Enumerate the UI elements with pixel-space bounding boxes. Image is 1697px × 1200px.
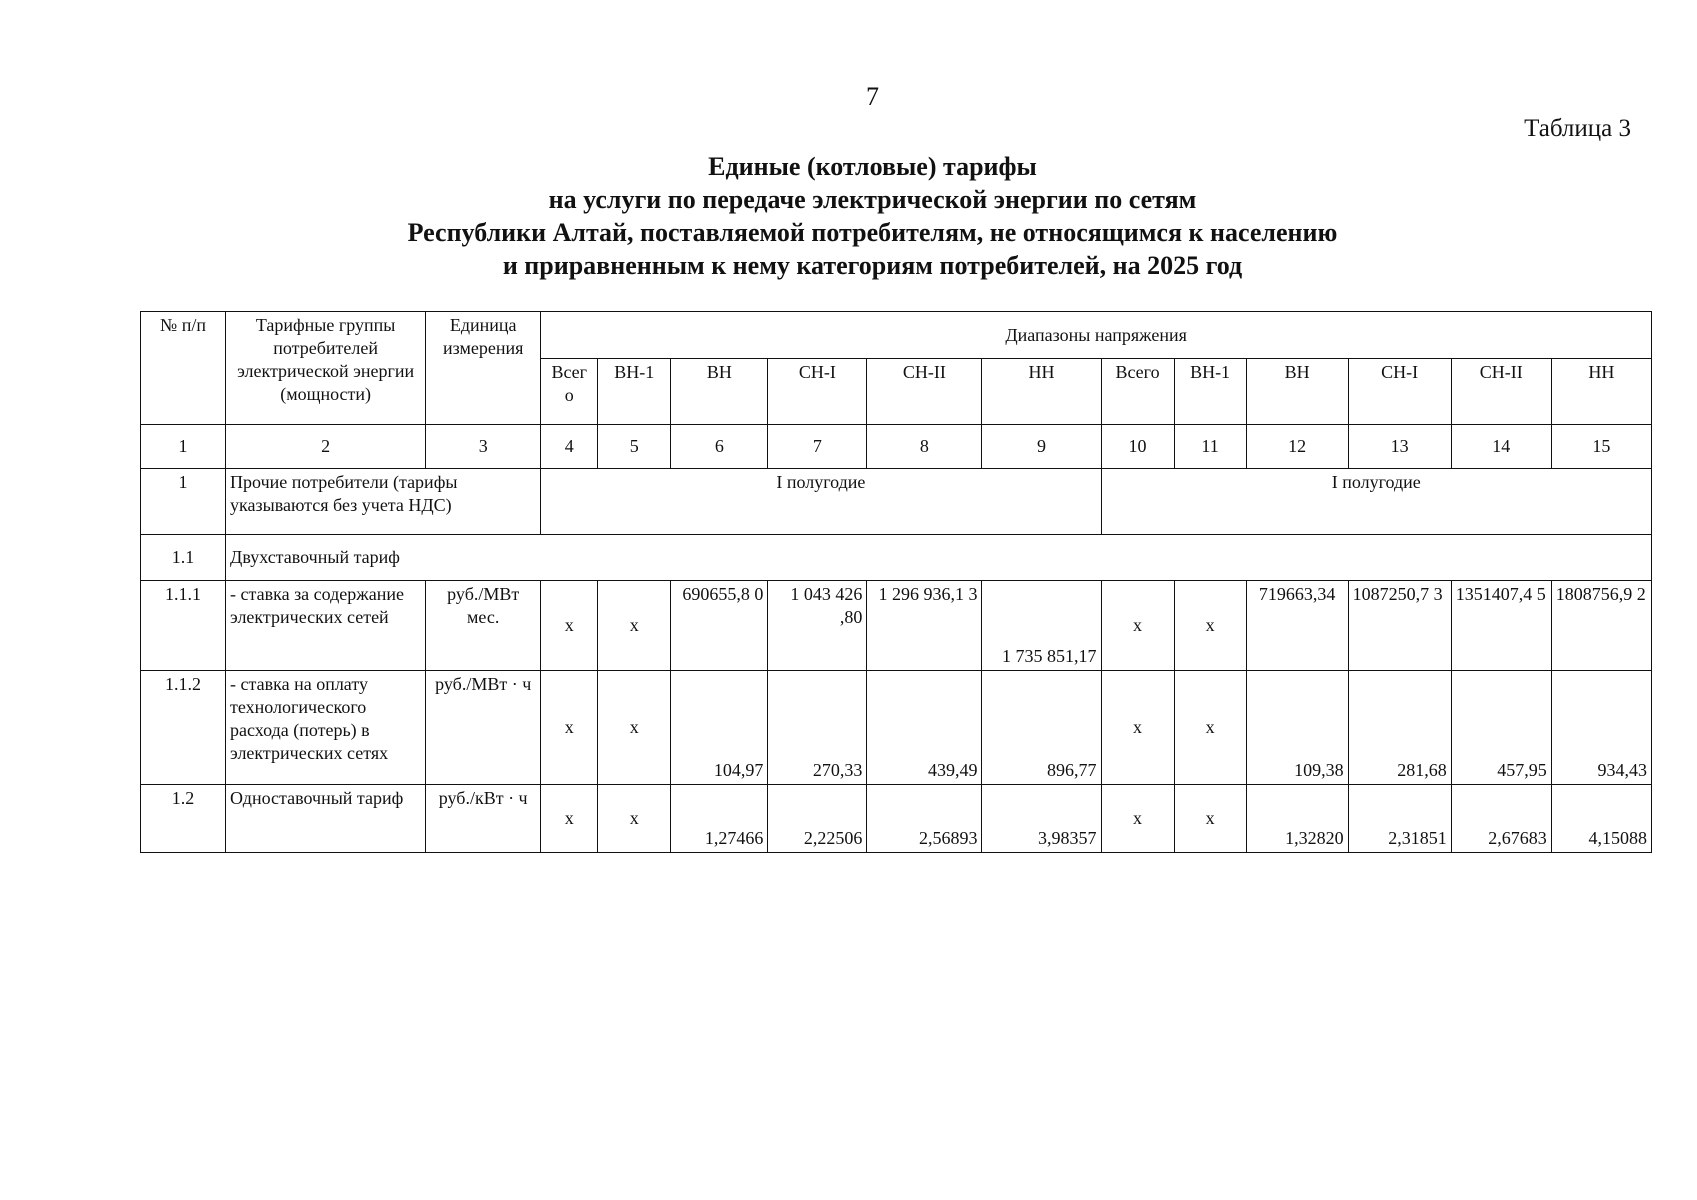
header-sub-cell: СН-II bbox=[1451, 359, 1551, 425]
row-name: Прочие потребители (тарифы указываются без учета НДС) bbox=[226, 469, 541, 535]
row-unit: руб./кВт · ч bbox=[426, 785, 541, 853]
value-cell: 719663,34 bbox=[1246, 581, 1348, 671]
column-number: 15 bbox=[1551, 425, 1651, 469]
value-cell: 2,67683 bbox=[1451, 785, 1551, 853]
value-cell: 1351407,4 5 bbox=[1451, 581, 1551, 671]
value-cell: 2,56893 bbox=[867, 785, 982, 853]
value-cell: х bbox=[1101, 671, 1174, 785]
half-year-label: I полугодие bbox=[1101, 469, 1651, 535]
value-cell: х bbox=[598, 785, 671, 853]
column-number: 5 bbox=[598, 425, 671, 469]
value-cell: 934,43 bbox=[1551, 671, 1651, 785]
column-number: 10 bbox=[1101, 425, 1174, 469]
value-cell: х bbox=[598, 671, 671, 785]
header-num: № п/п bbox=[141, 312, 226, 425]
row-name: - ставка на оплату технологического расхода (потерь) в электрических сетях bbox=[226, 671, 426, 785]
value-cell: х bbox=[1174, 671, 1246, 785]
column-number: 7 bbox=[768, 425, 867, 469]
header-sub-cell: НН bbox=[1551, 359, 1651, 425]
value-cell: 2,31851 bbox=[1348, 785, 1451, 853]
column-number: 11 bbox=[1174, 425, 1246, 469]
row-number: 1.1.1 bbox=[141, 581, 226, 671]
column-number: 4 bbox=[541, 425, 598, 469]
header-row bbox=[141, 312, 1652, 359]
header-sub-cell: ВН bbox=[671, 359, 768, 425]
title-line: и приравненным к нему категориям потребителей, на 2025 год bbox=[502, 251, 1243, 280]
header-sub-cell: ВН bbox=[1246, 359, 1348, 425]
value-cell: 104,97 bbox=[671, 671, 768, 785]
column-number: 8 bbox=[867, 425, 982, 469]
title-line: Республики Алтай, поставляемой потребителям, не относящимся к населению bbox=[407, 218, 1338, 247]
table-row bbox=[141, 535, 1652, 581]
column-number: 12 bbox=[1246, 425, 1348, 469]
value-cell: 1808756,9 2 bbox=[1551, 581, 1651, 671]
title-line: на услуги по передаче электрической энергии по сетям bbox=[548, 185, 1197, 214]
value-cell: 1 735 851,17 bbox=[982, 581, 1101, 671]
value-cell: х bbox=[1101, 785, 1174, 853]
value-cell: х bbox=[1174, 581, 1246, 671]
value-cell: х bbox=[541, 671, 598, 785]
document-title bbox=[0, 150, 1697, 282]
header-unit: Единица измерения bbox=[426, 312, 541, 425]
row-unit: руб./МВт · ч bbox=[426, 671, 541, 785]
value-cell: х bbox=[541, 785, 598, 853]
table-row bbox=[141, 785, 1652, 853]
row-number: 1.1 bbox=[141, 535, 226, 581]
tariff-table bbox=[140, 311, 1652, 853]
table-row bbox=[141, 581, 1652, 671]
column-number: 6 bbox=[671, 425, 768, 469]
value-cell: 896,77 bbox=[982, 671, 1101, 785]
column-number: 3 bbox=[426, 425, 541, 469]
row-name: Одноставочный тариф bbox=[226, 785, 426, 853]
value-cell: х bbox=[1174, 785, 1246, 853]
header-groups: Тарифные группы потребителей электрической энергии (мощности) bbox=[226, 312, 426, 425]
row-unit: руб./МВт мес. bbox=[426, 581, 541, 671]
column-number: 14 bbox=[1451, 425, 1551, 469]
header-sub-cell: Всег о bbox=[541, 359, 598, 425]
table-row bbox=[141, 469, 1652, 535]
value-cell: 1,32820 bbox=[1246, 785, 1348, 853]
column-number: 1 bbox=[141, 425, 226, 469]
value-cell: 439,49 bbox=[867, 671, 982, 785]
value-cell: 270,33 bbox=[768, 671, 867, 785]
header-sub-cell: ВН-1 bbox=[1174, 359, 1246, 425]
header-sub-cell: ВН-1 bbox=[598, 359, 671, 425]
table-row bbox=[141, 671, 1652, 785]
value-cell: 1087250,7 3 bbox=[1348, 581, 1451, 671]
value-cell: х bbox=[541, 581, 598, 671]
value-cell: 3,98357 bbox=[982, 785, 1101, 853]
value-cell: 1 296 936,1 3 bbox=[867, 581, 982, 671]
column-number: 2 bbox=[226, 425, 426, 469]
value-cell: 281,68 bbox=[1348, 671, 1451, 785]
title-line: Единые (котловые) тарифы bbox=[708, 152, 1037, 181]
value-cell: 4,15088 bbox=[1551, 785, 1651, 853]
header-sub-cell: СН-I bbox=[1348, 359, 1451, 425]
value-cell: 1 043 426 ,80 bbox=[768, 581, 867, 671]
value-cell: 2,22506 bbox=[768, 785, 867, 853]
value-cell: 457,95 bbox=[1451, 671, 1551, 785]
header-sub-cell: СН-I bbox=[768, 359, 867, 425]
column-number: 9 bbox=[982, 425, 1101, 469]
table-label: Таблица 3 bbox=[1524, 115, 1631, 142]
row-number: 1.1.2 bbox=[141, 671, 226, 785]
row-number: 1.2 bbox=[141, 785, 226, 853]
header-sub-cell: СН-II bbox=[867, 359, 982, 425]
row-number: 1 bbox=[141, 469, 226, 535]
value-cell: х bbox=[598, 581, 671, 671]
row-name: - ставка за содержание электрических сетей bbox=[226, 581, 426, 671]
header-sub-cell: Всего bbox=[1101, 359, 1174, 425]
value-cell: 109,38 bbox=[1246, 671, 1348, 785]
header-sub-cell: НН bbox=[982, 359, 1101, 425]
row-name: Двухставочный тариф bbox=[226, 535, 1652, 581]
page-number: 7 bbox=[866, 82, 879, 111]
header-ranges: Диапазоны напряжения bbox=[541, 312, 1652, 359]
value-cell: 690655,8 0 bbox=[671, 581, 768, 671]
value-cell: 1,27466 bbox=[671, 785, 768, 853]
value-cell: х bbox=[1101, 581, 1174, 671]
column-number: 13 bbox=[1348, 425, 1451, 469]
column-number-row bbox=[141, 425, 1652, 469]
half-year-label: I полугодие bbox=[541, 469, 1101, 535]
